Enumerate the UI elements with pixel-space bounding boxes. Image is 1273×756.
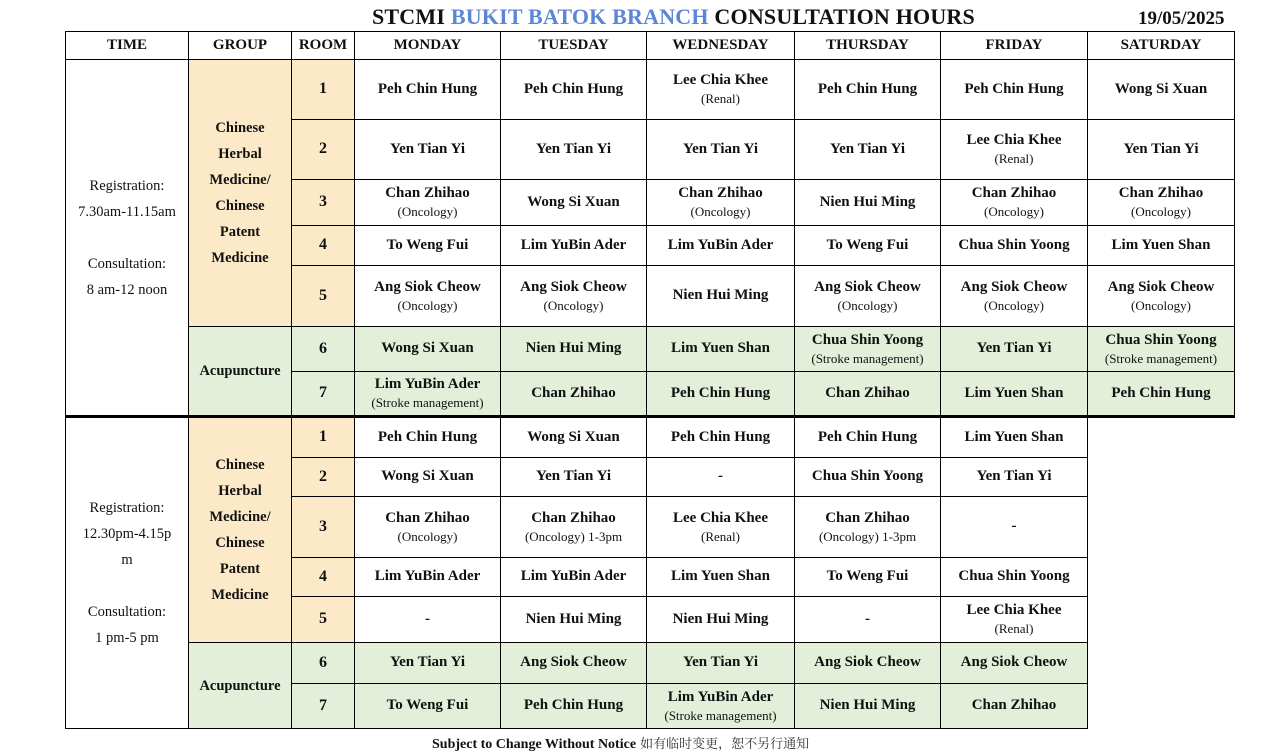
doctor-cell [795,417,941,458]
doctor-name: Lee Chia Khee [673,509,768,526]
specialty-note: (Oncology) 1-3pm [524,528,623,544]
doctor-name: Lim YuBin Ader [520,236,627,253]
doctor-name: Lim Yuen Shan [671,340,770,357]
specialty-note: (Renal) [701,91,740,107]
specialty-note: (Stroke management) [811,350,924,366]
doctor-cell [795,266,941,327]
doctor-cell [795,558,941,597]
doctor-name: Peh Chin Hung [523,697,624,714]
doctor-cell [647,372,795,417]
doctor-name: - [1011,518,1017,535]
doctor-cell [501,417,647,458]
doctor-cell [355,60,501,120]
doctor-cell [941,497,1088,558]
doctor-name: Yen Tian Yi [1123,140,1199,157]
doctor-cell [355,597,501,643]
group-herbal-medicine [189,60,292,327]
doctor-cell [795,684,941,729]
group-label-line: Chinese [215,120,265,136]
doctor-name: To Weng Fui [826,236,909,253]
time-line: 7.30am-11.15am [78,203,176,220]
doctor-cell [795,180,941,226]
doctor-name: Ang Siok Cheow [1107,278,1215,295]
doctor-cell [941,226,1088,266]
doctor-cell [1088,60,1235,120]
doctor-cell [1088,266,1235,327]
doctor-cell [941,180,1088,226]
doctor-name: Chua Shin Yoong [811,468,924,485]
group-label-line: Chinese [215,198,265,214]
doctor-cell [355,558,501,597]
specialty-note: (Oncology) [397,528,458,544]
doctor-name: Ang Siok Cheow [960,278,1068,295]
specialty-note: (Oncology) [837,297,898,313]
doctor-cell [795,120,941,180]
doctor-name: To Weng Fui [386,236,469,253]
specialty-note: (Oncology) [1131,297,1191,313]
doctor-cell [355,417,501,458]
header-time: TIME [66,32,189,60]
room-number: 4 [292,558,355,597]
doctor-cell [647,458,795,497]
group-label-line: Chinese [215,457,265,473]
doctor-cell [355,180,501,226]
doctor-name: Peh Chin Hung [817,80,918,97]
header-wednesday: WEDNESDAY [647,32,795,60]
doctor-cell [795,226,941,266]
specialty-note: (Oncology) [1131,204,1191,220]
time-line: Consultation: [87,255,167,272]
doctor-cell [501,327,647,372]
time-line [66,573,188,599]
doctor-cell [1088,327,1235,372]
doctor-name: Chan Zhihao [971,185,1057,202]
group-label-line: Medicine [211,250,269,266]
group-herbal-medicine [189,417,292,643]
specialty-note: (Renal) [994,621,1034,637]
doctor-cell [355,226,501,266]
doctor-name: Peh Chin Hung [964,80,1064,97]
doctor-cell [941,372,1088,417]
specialty-note: (Oncology) [397,204,458,220]
header-room: ROOM [292,32,355,60]
doctor-name: Lee Chia Khee [966,602,1062,619]
doctor-cell [501,597,647,643]
room-number: 3 [292,180,355,226]
doctor-cell [501,60,647,120]
doctor-name: Nien Hui Ming [525,610,622,627]
doctor-name: Yen Tian Yi [389,654,466,671]
header-saturday: SATURDAY [1088,32,1235,60]
doctor-cell [795,372,941,417]
room-number: 7 [292,372,355,417]
morning-time-cell [66,60,189,417]
doctor-name: Wong Si Xuan [527,428,620,445]
doctor-name: - [865,610,870,627]
group-label-line: Patent [219,224,261,240]
doctor-name: Peh Chin Hung [670,428,771,445]
header-group: GROUP [189,32,292,60]
doctor-cell [647,497,795,558]
doctor-cell [941,327,1088,372]
doctor-cell [795,497,941,558]
doctor-name: Nien Hui Ming [819,697,916,714]
group-label-line: Chinese [215,535,265,551]
doctor-cell [941,597,1088,643]
doctor-cell [355,643,501,684]
doctor-name: Peh Chin Hung [670,384,771,401]
doctor-cell [795,60,941,120]
doctor-cell [647,266,795,327]
doctor-name: Yen Tian Yi [535,140,612,157]
afternoon-time-cell [66,417,189,729]
doctor-name: Yen Tian Yi [682,654,759,671]
doctor-cell [647,180,795,226]
doctor-cell [355,684,501,729]
doctor-cell [1088,180,1235,226]
doctor-name: Wong Si Xuan [381,468,474,485]
doctor-name: Peh Chin Hung [377,428,478,445]
doctor-cell [795,597,941,643]
doctor-name: Lee Chia Khee [673,72,768,89]
footer-notice: Subject to Change Without Notice 如有临时变更，恕不另行通知 [432,737,810,752]
room-number: 6 [292,643,355,684]
doctor-name: Chan Zhihao [825,384,910,401]
time-line: 12.30pm-4.15p [82,526,172,542]
header-friday: FRIDAY [941,32,1088,60]
doctor-name: - [425,610,430,627]
doctor-name: Peh Chin Hung [523,80,624,97]
doctor-cell [647,60,795,120]
doctor-name: Chan Zhihao [678,185,763,202]
table-row [66,60,1235,120]
doctor-cell [501,458,647,497]
specialty-note: (Stroke management) [664,707,777,723]
doctor-name: Chan Zhihao [531,509,616,526]
table-row [66,417,1235,458]
doctor-name: Peh Chin Hung [1111,384,1211,401]
page-title: STCMI BUKIT BATOK BRANCH CONSULTATION HOURS [372,4,975,29]
doctor-name: Lim Yuen Shan [1111,236,1211,253]
doctor-cell [647,327,795,372]
doctor-cell [501,180,647,226]
doctor-name: Lim Yuen Shan [671,568,770,585]
doctor-cell [501,684,647,729]
time-line: m [121,552,133,568]
doctor-name: Chan Zhihao [531,384,616,401]
header-row [66,32,1235,60]
group-acupuncture: Acupuncture [189,327,292,417]
specialty-note: (Oncology) [397,297,458,313]
specialty-note: (Renal) [994,151,1034,167]
doctor-cell [1088,372,1235,417]
time-line: 8 am-12 noon [86,281,168,298]
group-label-line: Medicine [211,587,269,603]
doctor-cell [795,643,941,684]
doctor-name: Nien Hui Ming [672,610,769,627]
doctor-cell [501,497,647,558]
time-line: Registration: [89,177,165,194]
group-label-line: Herbal [218,483,262,499]
header-tuesday: TUESDAY [501,32,647,60]
room-number: 6 [292,327,355,372]
room-number: 2 [292,120,355,180]
specialty-note: (Oncology) [984,204,1044,220]
group-acupuncture: Acupuncture [189,643,292,729]
specialty-note: (Renal) [701,528,740,544]
time-line: Consultation: [87,604,167,620]
doctor-cell [941,643,1088,684]
doctor-name: Wong Si Xuan [381,340,474,357]
doctor-cell [501,372,647,417]
doctor-name: Lim YuBin Ader [520,568,627,585]
doctor-cell [795,327,941,372]
doctor-cell [355,266,501,327]
doctor-name: Yen Tian Yi [829,140,906,157]
doctor-cell [355,497,501,558]
doctor-name: Ang Siok Cheow [814,654,921,671]
room-number: 7 [292,684,355,729]
doctor-cell [501,558,647,597]
doctor-name: Lee Chia Khee [966,132,1062,149]
room-number: 5 [292,597,355,643]
doctor-name: Chan Zhihao [1118,185,1204,202]
header-thursday: THURSDAY [795,32,941,60]
group-label-line: Herbal [218,146,262,162]
doctor-cell [647,643,795,684]
doctor-name: Nien Hui Ming [672,287,769,304]
doctor-name: Chua Shin Yoong [811,331,924,348]
doctor-name: To Weng Fui [826,568,909,585]
room-number: 5 [292,266,355,327]
doctor-name: Nien Hui Ming [819,193,916,210]
doctor-cell [941,266,1088,327]
doctor-name: Chan Zhihao [385,185,470,202]
header-monday: MONDAY [355,32,501,60]
doctor-name: Peh Chin Hung [377,80,478,97]
doctor-cell [795,458,941,497]
doctor-cell [941,684,1088,729]
room-number: 4 [292,226,355,266]
doctor-name: Wong Si Xuan [1114,80,1208,97]
doctor-name: Nien Hui Ming [525,340,622,357]
doctor-cell [941,458,1088,497]
doctor-name: Chua Shin Yoong [1105,331,1217,348]
doctor-cell [941,417,1088,458]
doctor-name: Ang Siok Cheow [520,278,627,295]
doctor-name: Wong Si Xuan [527,193,620,210]
doctor-name: Peh Chin Hung [817,428,918,445]
doctor-name: Chan Zhihao [385,509,470,526]
specialty-note: (Stroke management) [371,395,484,411]
doctor-cell [1088,120,1235,180]
doctor-cell [501,643,647,684]
doctor-name: Chan Zhihao [825,509,910,526]
doctor-name: Lim YuBin Ader [374,376,481,393]
time-line: Registration: [89,500,165,516]
group-label-line: Patent [219,561,261,577]
doctor-cell [355,372,501,417]
doctor-name: Chua Shin Yoong [958,568,1070,585]
doctor-cell [941,558,1088,597]
doctor-cell [355,458,501,497]
doctor-cell [647,684,795,729]
doctor-cell [647,597,795,643]
doctor-cell [647,120,795,180]
doctor-cell [501,226,647,266]
group-label-line: Medicine/ [209,509,271,525]
specialty-note: (Stroke management) [1104,350,1218,366]
doctor-name: Lim YuBin Ader [667,688,774,705]
doctor-name: Lim Yuen Shan [964,428,1064,445]
room-number: 3 [292,497,355,558]
doctor-name: Ang Siok Cheow [374,278,481,295]
doctor-name: Lim YuBin Ader [667,236,774,253]
consultation-table [65,31,1235,729]
doctor-cell [647,558,795,597]
specialty-note: (Oncology) [984,297,1044,313]
group-label-line: Medicine/ [209,172,271,188]
doctor-cell [501,266,647,327]
doctor-name: Ang Siok Cheow [520,654,627,671]
specialty-note: (Oncology) [543,297,604,313]
doctor-name: Lim YuBin Ader [374,568,481,585]
doctor-name: Yen Tian Yi [389,140,466,157]
specialty-note: (Oncology) 1-3pm [818,528,917,544]
saturday-empty [1088,417,1235,729]
doctor-name: Yen Tian Yi [682,140,759,157]
doctor-name: Chua Shin Yoong [958,236,1070,253]
doctor-cell [355,327,501,372]
specialty-note: (Oncology) [690,204,751,220]
schedule-date: 19/05/2025 [1138,8,1225,29]
table-row [66,643,1235,684]
doctor-name: Lim Yuen Shan [964,384,1064,401]
doctor-cell [647,417,795,458]
time-line: 1 pm-5 pm [95,630,159,646]
doctor-name: Ang Siok Cheow [960,654,1068,671]
doctor-name: Ang Siok Cheow [814,278,921,295]
doctor-name: - [718,468,723,485]
time-line [66,225,188,251]
room-number: 1 [292,417,355,458]
doctor-name: Yen Tian Yi [976,340,1052,357]
doctor-name: Yen Tian Yi [976,468,1052,485]
doctor-cell [355,120,501,180]
doctor-name: Chan Zhihao [971,697,1057,714]
doctor-cell [1088,226,1235,266]
doctor-cell [941,120,1088,180]
room-number: 1 [292,60,355,120]
doctor-name: Yen Tian Yi [535,468,612,485]
doctor-cell [501,120,647,180]
room-number: 2 [292,458,355,497]
doctor-name: To Weng Fui [386,697,469,714]
table-row [66,327,1235,372]
doctor-cell [941,60,1088,120]
doctor-cell [647,226,795,266]
